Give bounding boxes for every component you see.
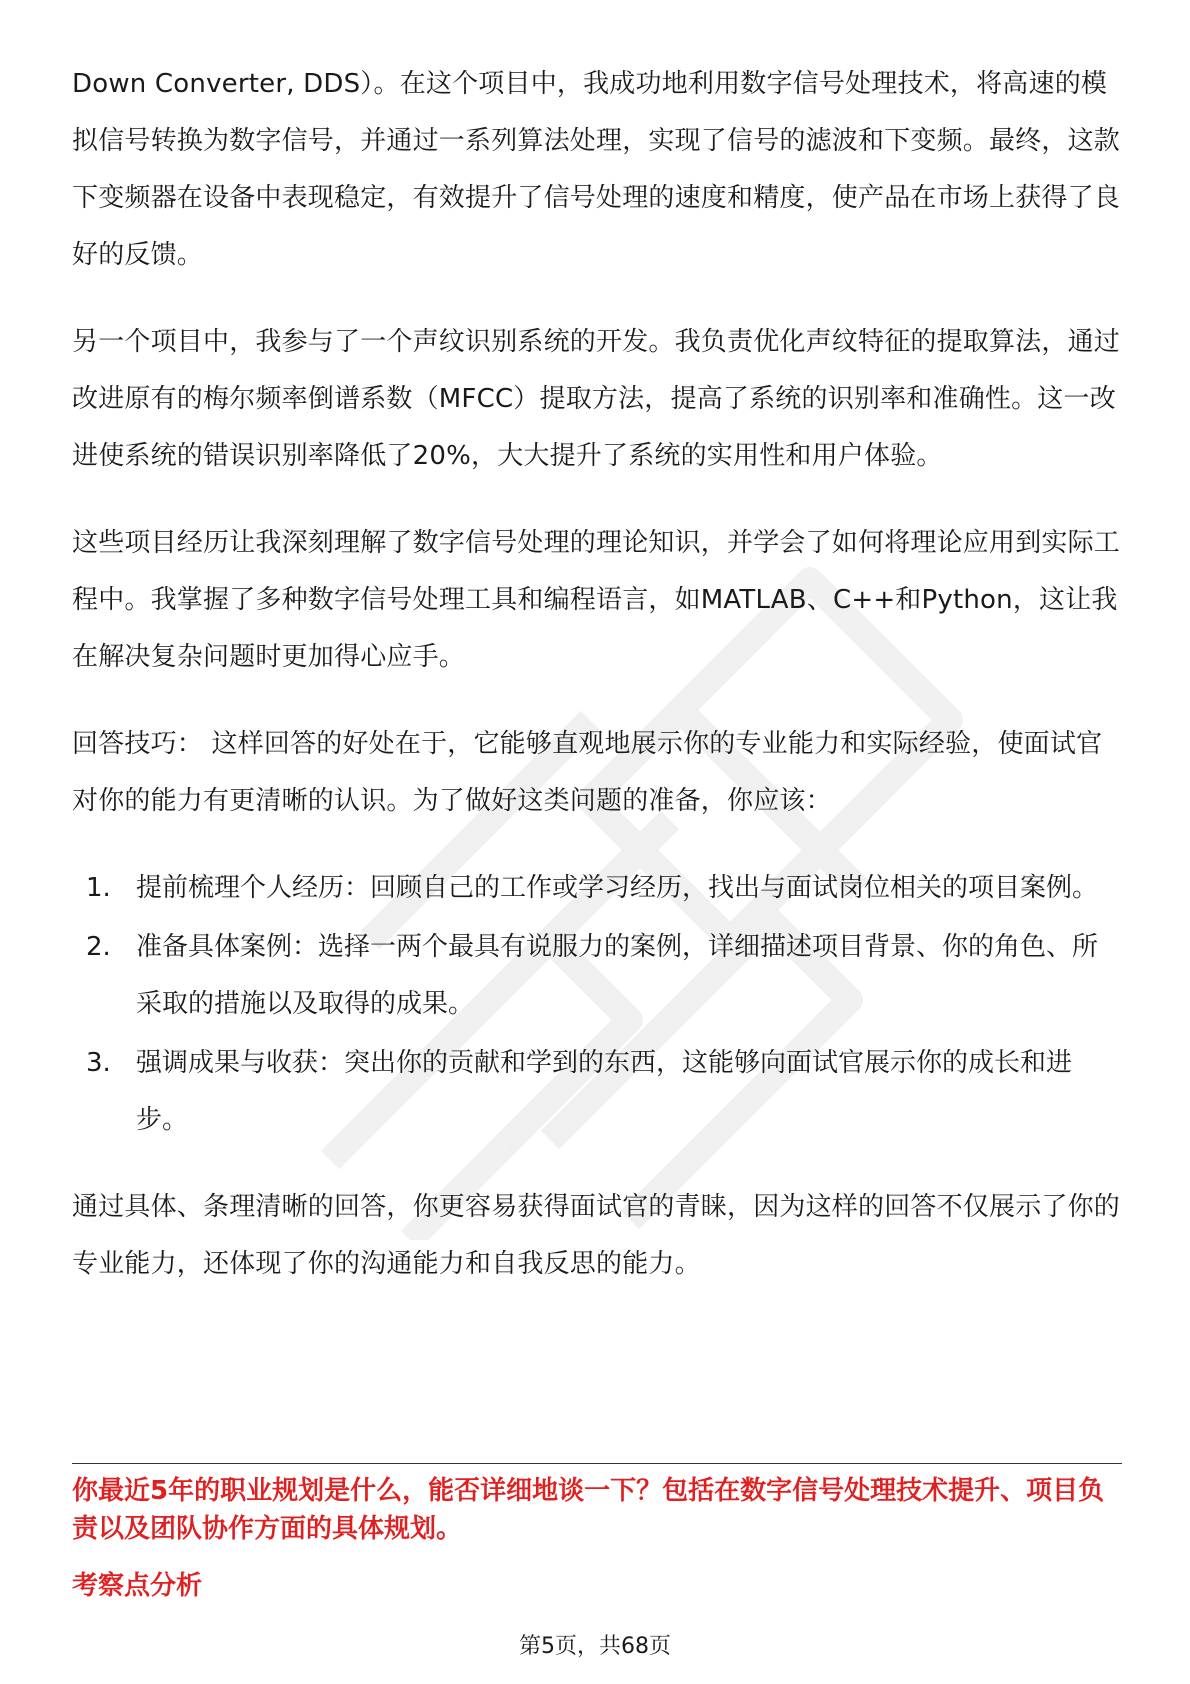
list-item-number: 2. [86, 932, 111, 962]
list-item-text: 准备具体案例：选择一两个最具有说服力的案例，详细描述项目背景、你的角色、所采取的措施以及取得的成果。 [136, 932, 1099, 1019]
paragraph-dds-project: Down Converter, DDS）。在这个项目中，我成功地利用数字信号处理技术，将高速的模拟信号转换为数字信号，并通过一系列算法处理，实现了信号的滤波和下变频。最终，这款下变频器在设备中表现稳定，有效提升了信号处理的速度和精度，使产品在市场上获得了良好的反馈。 [72, 69, 1121, 270]
tips-list [72, 860, 1122, 1149]
paragraph-voiceprint-project: 另一个项目中，我参与了一个声纹识别系统的开发。我负责优化声纹特征的提取算法，通过改进原有的梅尔频率倒谱系数（MFCC）提取方法，提高了系统的识别率和准确性。这一改进使系统的错误识别率降低了20%，大大提升了系统的实用性和用户体验。 [72, 327, 1121, 471]
list-item [72, 1035, 1122, 1149]
section-divider [72, 1463, 1122, 1464]
body-content [72, 56, 1122, 1323]
list-item-text: 强调成果与收获：突出你的贡献和学到的东西，这能够向面试官展示你的成长和进步。 [136, 1048, 1073, 1135]
interview-question: 你最近5年的职业规划是什么，能否详细地谈一下？包括在数字信号处理技术提升、项目负责以及团队协作方面的具体规划。 [72, 1476, 1105, 1544]
paragraph-experience-summary: 这些项目经历让我深刻理解了数字信号处理的理论知识，并学会了如何将理论应用到实际工程中。我掌握了多种数字信号处理工具和编程语言，如MATLAB、C++和Python，这让我在解决复杂问题时更加得心应手。 [72, 528, 1121, 672]
paragraph-answer-tips: 回答技巧： 这样回答的好处在于，它能够直观地展示你的专业能力和实际经验，使面试官对你的能力有更清晰的认识。为了做好这类问题的准备，你应该： [72, 729, 1103, 816]
list-item [72, 919, 1122, 1033]
list-item-number: 3. [86, 1048, 111, 1078]
list-item-text: 提前梳理个人经历：回顾自己的工作或学习经历，找出与面试岗位相关的项目案例。 [136, 873, 1099, 903]
analysis-heading: 考察点分析 [72, 1571, 203, 1601]
paragraph-closing: 通过具体、条理清晰的回答，你更容易获得面试官的青睐，因为这样的回答不仅展示了你的专业能力，还体现了你的沟通能力和自我反思的能力。 [72, 1192, 1121, 1279]
list-item-number: 1. [86, 873, 111, 903]
page-number-footer: 第5页，共68页 [519, 1634, 671, 1659]
list-item [72, 860, 1122, 917]
